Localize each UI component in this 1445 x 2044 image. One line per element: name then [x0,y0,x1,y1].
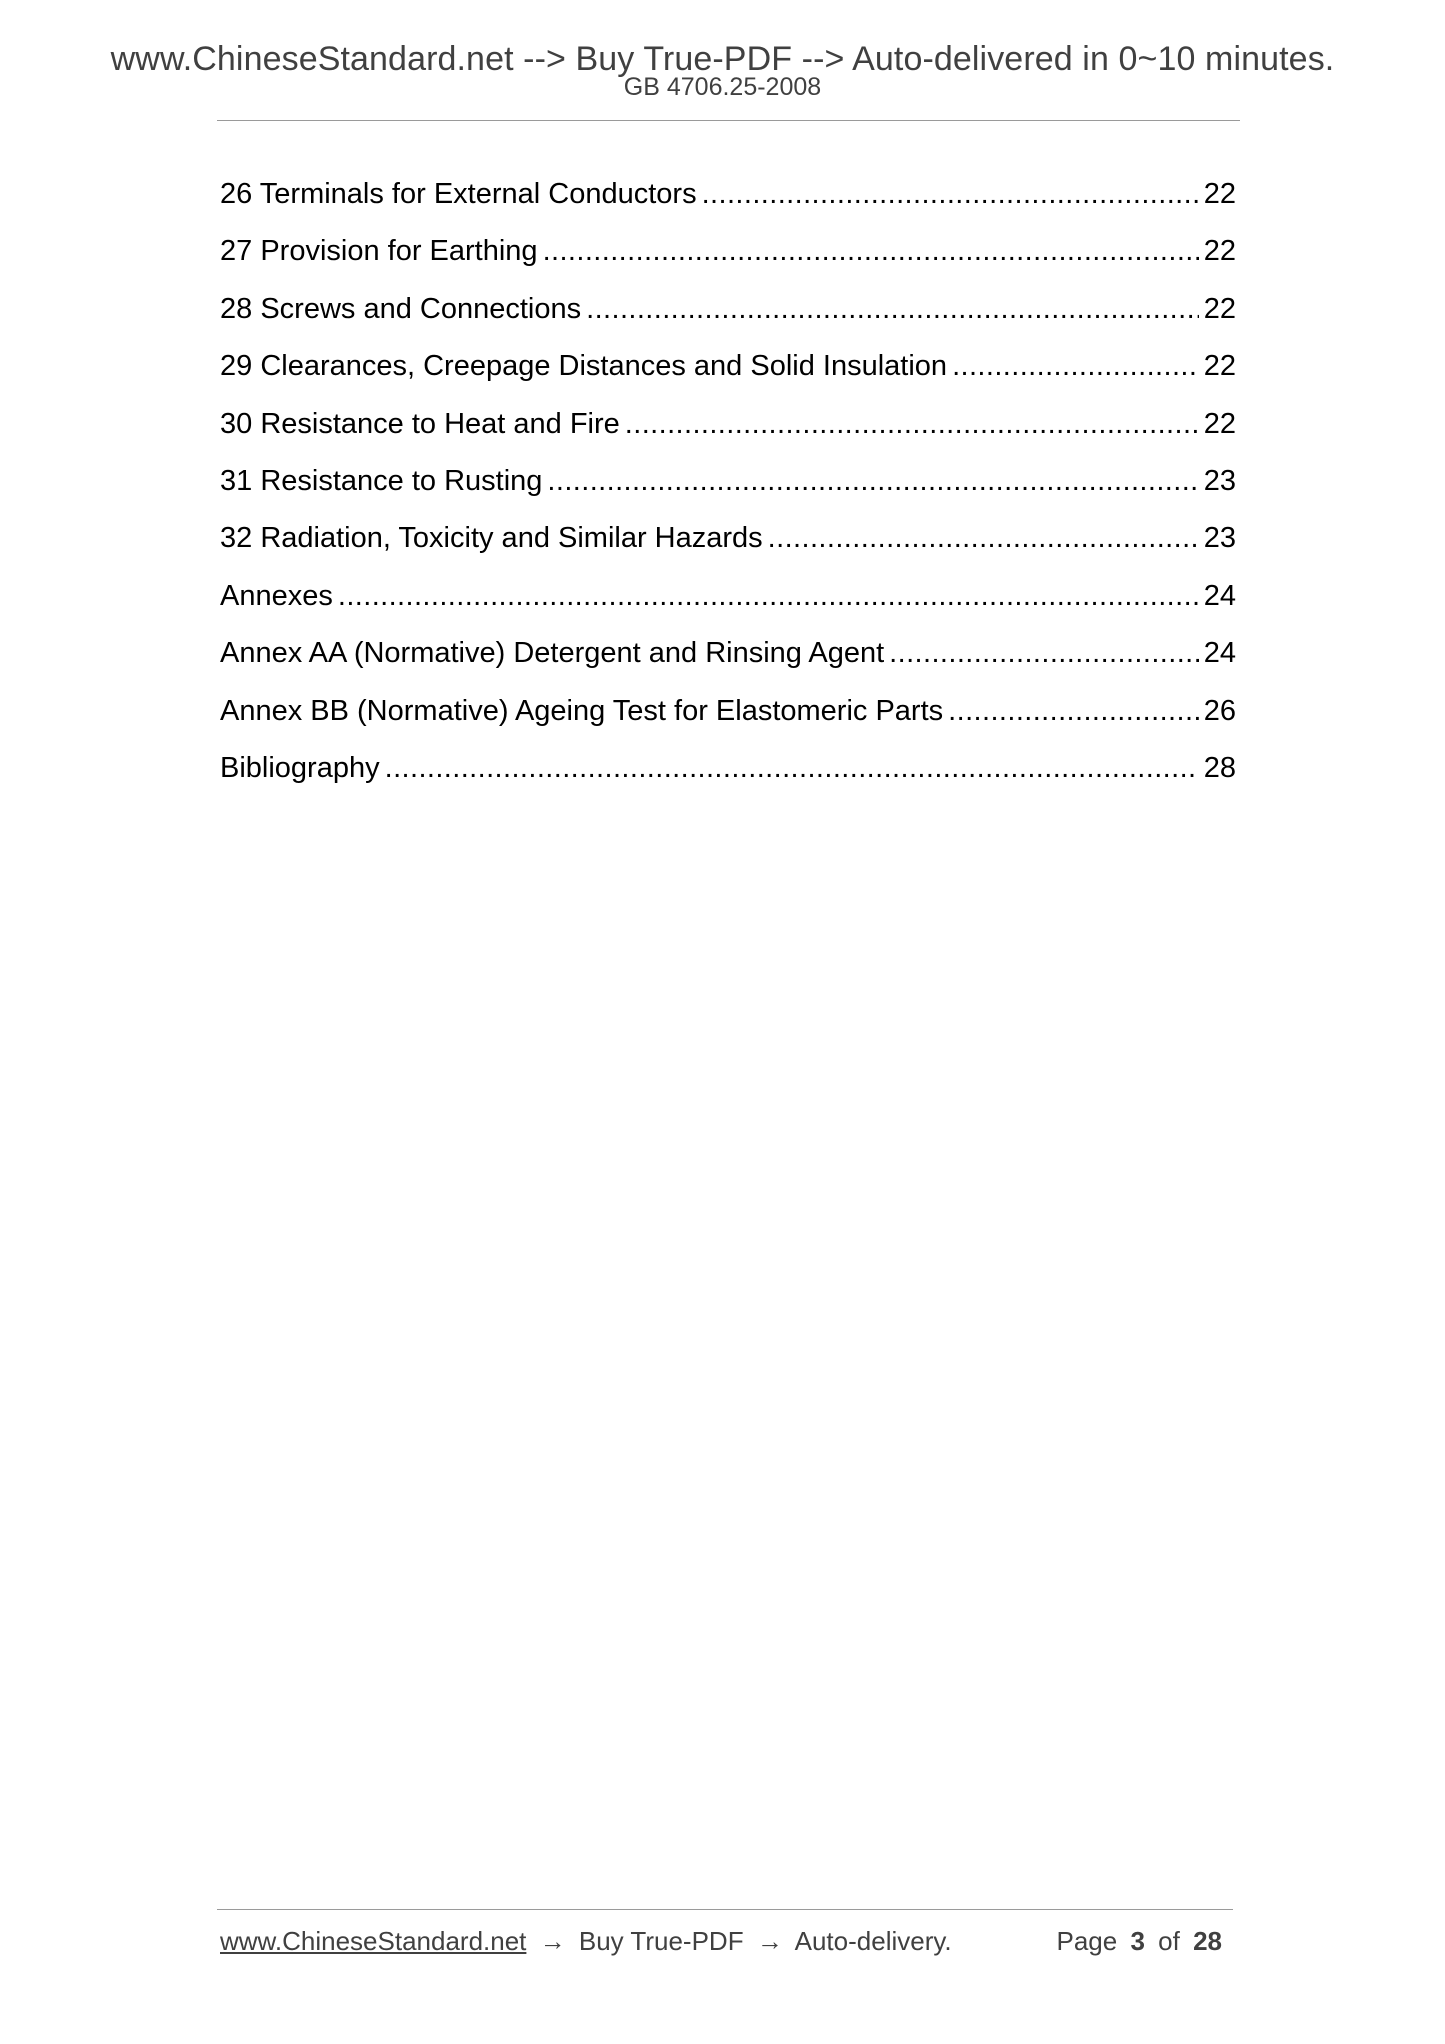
toc-dot-leader [952,344,1199,388]
table-of-contents [220,172,1236,803]
toc-entry-title: 31 Resistance to Rusting [220,464,543,497]
toc-entry-page: 22 [1203,235,1236,268]
footer-buy-text: Buy True-PDF [578,1926,744,1956]
toc-dot-leader [768,516,1199,560]
toc-entry[interactable] [220,689,1236,746]
toc-entry[interactable] [220,287,1236,344]
toc-entry[interactable] [220,344,1236,401]
arrow-right-icon: → [756,1926,783,1956]
toc-dot-leader [586,287,1199,331]
page-label: Page [1056,1926,1118,1956]
toc-dot-leader [543,229,1199,273]
toc-entry-title: Annex AA (Normative) Detergent and Rinsing Agent [220,637,885,670]
toc-dot-leader [948,689,1199,733]
header-divider [217,120,1240,121]
toc-entry-title: 26 Terminals for External Conductors [220,178,697,210]
page-footer [220,1926,1228,1966]
toc-dot-leader [889,631,1199,675]
toc-entry[interactable] [220,402,1236,459]
toc-entry-page: 22 [1203,350,1236,383]
toc-entry-page: 23 [1203,522,1236,555]
footer-site-link[interactable]: www.ChineseStandard.net [220,1926,527,1956]
toc-dot-leader [625,402,1199,446]
toc-entry-page: 24 [1203,637,1236,670]
toc-entry-title: 29 Clearances, Creepage Distances and Solid Insulation [220,350,948,383]
toc-entry-page: 22 [1203,407,1236,440]
toc-dot-leader [385,746,1199,790]
toc-entry-page: 22 [1203,292,1236,325]
toc-entry-page: 28 [1203,751,1236,784]
toc-entry-title: Bibliography [220,751,380,784]
arrow-right-icon: → [539,1926,566,1956]
footer-delivery-text: Auto-delivery. [794,1926,952,1956]
total-pages-number: 28 [1193,1926,1222,1956]
footer-promo [220,1926,952,1957]
toc-entry-page: 23 [1203,464,1236,497]
toc-dot-leader [338,574,1199,618]
toc-dot-leader [702,172,1199,216]
toc-entry[interactable] [220,746,1236,803]
toc-entry-title: 27 Provision for Earthing [220,235,538,268]
toc-entry-page: 26 [1203,694,1236,727]
toc-entry-title: 28 Screws and Connections [220,292,582,325]
toc-entry[interactable] [220,516,1236,573]
of-label: of [1158,1926,1180,1956]
page-indicator [1056,1926,1228,1957]
toc-entry[interactable] [220,172,1236,229]
toc-entry-title: 32 Radiation, Toxicity and Similar Hazards [220,522,763,555]
standard-code: GB 4706.25-2008 [623,73,822,101]
toc-entry-title: Annex BB (Normative) Ageing Test for Elastomeric Parts [220,694,944,727]
toc-dot-leader [547,459,1199,503]
toc-entry-title: 30 Resistance to Heat and Fire [220,407,620,440]
toc-entry-title: Annexes [220,579,333,612]
toc-entry-page: 22 [1203,178,1236,210]
footer-divider [217,1909,1233,1910]
toc-entry[interactable] [220,229,1236,286]
toc-entry[interactable] [220,574,1236,631]
toc-entry[interactable] [220,631,1236,688]
current-page-number: 3 [1130,1926,1145,1956]
site-banner[interactable]: www.ChineseStandard.net --> Buy True-PDF --> Auto-delivered in 0~10 minutes. [110,40,1335,78]
toc-entry[interactable] [220,459,1236,516]
toc-entry-page: 24 [1203,579,1236,612]
